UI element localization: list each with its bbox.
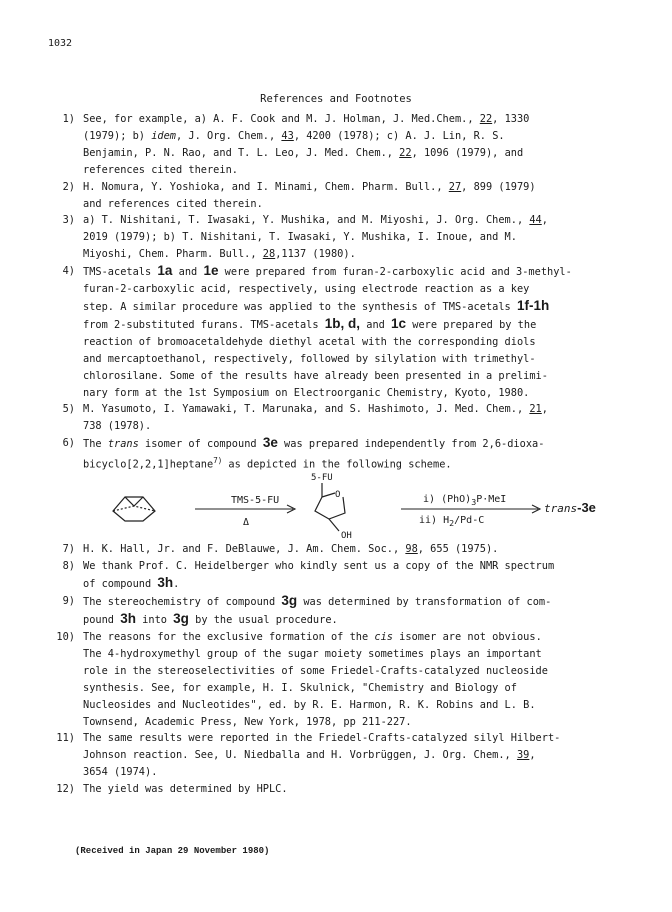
reference-text [83,541,644,558]
reference-number: 7) [62,543,75,556]
text: Townsend, Academic Press, New York, 1978, pp 211-227. [83,715,412,728]
text: nary form at the 1st Symposium on Electroorganic Chemistry, Kyoto, 1980. [83,386,530,399]
text: and references cited therein. [83,197,263,210]
compound-label: 1a [157,263,173,279]
reference-number: 6) [62,437,75,450]
volume: 98 [405,543,418,556]
subscript: 2 [449,518,455,529]
received-date: (Received in Japan 29 November 1980) [75,846,270,856]
reference-text [83,111,644,179]
reference-text [83,401,644,435]
reference-number: 8) [62,560,75,573]
reference-number: 9) [62,595,75,608]
volume: 28 [262,248,276,261]
text: , 1330 [492,113,530,125]
text: , 1096 (1979), and [411,146,524,159]
text: , 899 (1979) [461,180,536,193]
text: Miyoshi, Chem. Pharm. Bull., [83,248,263,261]
text: and mercaptoethanol, respectively, followed by silylation with trimethyl- [83,352,536,365]
text: from 2-substituted furans. TMS-acetals [83,318,325,331]
bicycloheptane-structure [113,497,155,521]
text: P·MeI [476,494,507,506]
text: (PhO) [441,494,472,506]
reference-number: 10) [56,630,75,643]
text: were prepared by the [406,318,537,331]
volume: 22 [479,113,493,125]
reference-item [44,435,644,473]
text: bicyclo[2,2,1]heptane [83,458,214,471]
text: . [173,578,180,591]
text: H. Nomura, Y. Yoshioka, and I. Minami, Chem. Pharm. Bull., [83,180,449,193]
text: Nucleosides and Nucleotides", ed. by R. E. Harmon, R. K. Robins and L. B. [83,698,536,711]
text: The yield was determined by HPLC. [83,783,288,796]
text: 2019 (1979); b) T. Nishitani, T. Iwasaki, Y. Mushika, I. Inoue, and M. [83,231,517,244]
text: , [541,403,548,416]
reference-number: 5) [62,403,75,416]
reference-number: 12) [56,783,75,796]
text: references cited therein. [83,163,238,176]
volume: 27 [448,180,462,193]
text: The 4-hydroxymethyl group of the sugar moiety sometimes plays an important [83,647,542,660]
text: i) [423,494,436,506]
text: M. Yasumoto, I. Yamawaki, T. Marunaka, and S. Hashimoto, J. Med. Chem., [83,403,530,416]
compound-label: 1b, d, [324,315,361,331]
text: and [360,318,392,331]
reference-number: 2) [62,180,75,193]
step-ii-label [419,513,484,532]
compound-label: 3e [262,435,278,451]
compound-label: 3h [157,575,174,591]
italic-text: trans [107,438,139,451]
text: , 4200 (1978); c) A. J. Lin, R. S. [293,129,505,142]
text: , J. Org. Chem., [176,129,282,142]
reaction-scheme-row [44,473,644,541]
text: 3654 (1974). [83,766,158,779]
text: , [541,214,548,227]
text: ,1137 (1980). [275,248,356,261]
volume: 44 [529,214,542,227]
text: of compound [83,578,158,591]
reference-item [44,263,644,401]
reference-item [44,111,644,179]
text: The same results were reported in the Friedel-Crafts-catalyzed silyl Hilbert- [83,732,561,745]
text: and [172,266,204,279]
text: isomer are not obvious. [392,630,542,643]
text: , [529,749,536,762]
reference-text [83,212,644,263]
text: Benjamin, P. N. Rao, and T. L. Leo, J. Med. Chem., [83,146,400,159]
text: by the usual procedure. [188,614,338,627]
subscript: 3 [471,497,477,508]
text: furan-2-carboxylic acid, respectively, using electrode reaction as a key [83,283,530,296]
volume: 22 [399,146,412,159]
volume: 39 [516,749,530,762]
section-heading: References and Footnotes [260,93,412,105]
reference-item [44,593,644,629]
text: into [135,614,174,627]
volume: 43 [281,129,294,142]
italic-text: trans [544,502,578,516]
text: isomer of compound [138,438,263,451]
reference-item [44,730,644,781]
text: ii) [419,515,438,527]
substituent-label: 5-FU [311,473,333,484]
reference-text [83,179,644,213]
reference-number: 3) [62,214,75,227]
volume: 21 [529,403,542,416]
text: H [443,515,450,527]
text: were prepared from furan-2-carboxylic acid and 3-methyl- [218,266,572,279]
compound-label: 3g [173,611,189,627]
reference-item [44,179,644,213]
reference-text [83,730,644,781]
text: a) T. Nishitani, T. Iwasaki, Y. Mushika, and M. Miyoshi, J. Org. Chem., [83,214,530,227]
hydroxyl-label: OH [341,531,352,542]
reference-item [44,629,644,730]
step-i-label [423,492,506,511]
compound-label: 3g [281,593,298,609]
text: role in the stereoselectivities of some Friedel-Crafts-catalyzed nucleoside [83,664,548,677]
reference-text [83,629,644,730]
text: , 655 (1975). [417,543,499,556]
citation-superscript: 7) [213,456,223,466]
reference-number: 4) [62,265,75,278]
text: The stereochemistry of compound [83,596,282,609]
compound-label: 1e [203,263,219,279]
text: The reasons for the exclusive formation of the [83,630,375,643]
product-label [544,500,596,518]
text: H. K. Hall, Jr. and F. DeBlauwe, J. Am. Chem. Soc., [83,543,406,556]
reference-item [44,401,644,435]
reference-text [83,435,644,473]
text: was prepared independently from 2,6-dioxa- [277,438,545,451]
reference-text [83,781,644,798]
compound-label: 1f-1h [516,297,550,313]
italic-text: cis [374,630,393,643]
text: We thank Prof. C. Heidelberger who kindly sent us a copy of the NMR spectrum [83,560,555,573]
condition-label: Δ [243,517,250,529]
compound-label: -3e [577,500,596,516]
reference-number: 1) [62,113,75,125]
text: (1979); b) [83,129,152,142]
reaction-scheme [83,473,643,541]
tetrahydrofuran-structure [315,483,345,531]
reference-number: 11) [56,732,75,745]
ring-oxygen-label: O [335,490,341,501]
italic-text: idem [151,129,177,142]
text: TMS-acetals [83,266,158,279]
text: chlorosilane. Some of the results have already been presented in a prelimi- [83,369,548,382]
reference-list [44,111,644,798]
compound-label: 1c [391,315,407,331]
text: /Pd-C [454,515,485,527]
reference-item [44,212,644,263]
reference-item [44,781,644,798]
text: synthesis. See, for example, H. I. Skulnick, "Chemistry and Biology of [83,681,517,694]
text: See, for example, a) A. F. Cook and M. J. Holman, J. Med.Chem., [83,113,480,125]
text: The [83,438,108,451]
reference-text [83,263,644,401]
text: 738 (1978). [83,420,152,433]
reagent-label: TMS-5-FU [231,495,280,507]
reference-text [83,558,644,593]
reference-text [83,593,644,629]
page-number: 1032 [48,38,73,49]
reference-item [44,558,644,593]
text: pound [83,614,121,627]
text: step. A similar procedure was applied to the synthesis of TMS-acetals [83,300,517,313]
compound-label: 3h [120,611,136,627]
text: as depicted in the following scheme. [222,458,452,471]
text: was determined by transformation of com- [297,596,552,609]
text: Johnson reaction. See, U. Niedballa and H. Vorbrüggen, J. Org. Chem., [83,749,517,762]
text: reaction of bromoacetaldehyde diethyl acetal with the corresponding diols [83,335,536,348]
